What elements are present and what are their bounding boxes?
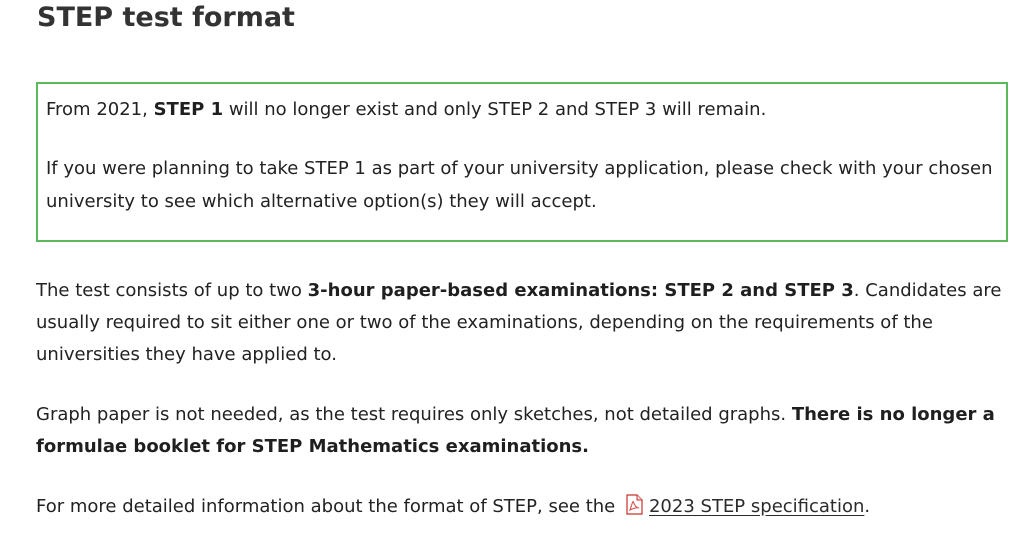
notice-p1-start: From 2021, bbox=[46, 99, 154, 120]
page-title: STEP test format bbox=[37, 2, 295, 33]
notice-p1-bold: STEP 1 bbox=[153, 99, 224, 120]
notice-paragraph-1 bbox=[46, 93, 1006, 126]
body-paragraph-3 bbox=[36, 491, 1011, 523]
notice-box bbox=[36, 82, 1008, 242]
notice-paragraph-2: If you were planning to take STEP 1 as part of your university application, please check with your chosen university to see which alternative option(s) they will accept. bbox=[46, 158, 993, 212]
para1-bold: 3-hour paper-based examinations: STEP 2 and STEP 3 bbox=[307, 280, 854, 301]
para3-start: For more detailed information about the format of STEP, see the bbox=[36, 496, 621, 517]
pdf-file-icon bbox=[625, 494, 643, 515]
notice-p1-end: will no longer exist and only STEP 2 and STEP 3 will remain. bbox=[223, 99, 767, 120]
para1-start: The test consists of up to two bbox=[36, 280, 308, 301]
para1-end: . Candidates are usually required to sit either one or two of the examinations, depending on the requirements of the universities they have applied to. bbox=[36, 280, 1002, 365]
body-paragraph-2 bbox=[36, 399, 1011, 463]
body-paragraph-1 bbox=[36, 275, 1011, 371]
para3-end: . bbox=[864, 496, 871, 517]
para2-bold: There is no longer a formulae booklet for STEP Mathematics examinations. bbox=[36, 404, 995, 457]
spec-link[interactable]: 2023 STEP specification bbox=[648, 496, 865, 517]
para2-start: Graph paper is not needed, as the test requires only sketches, not detailed graphs. bbox=[36, 404, 792, 425]
